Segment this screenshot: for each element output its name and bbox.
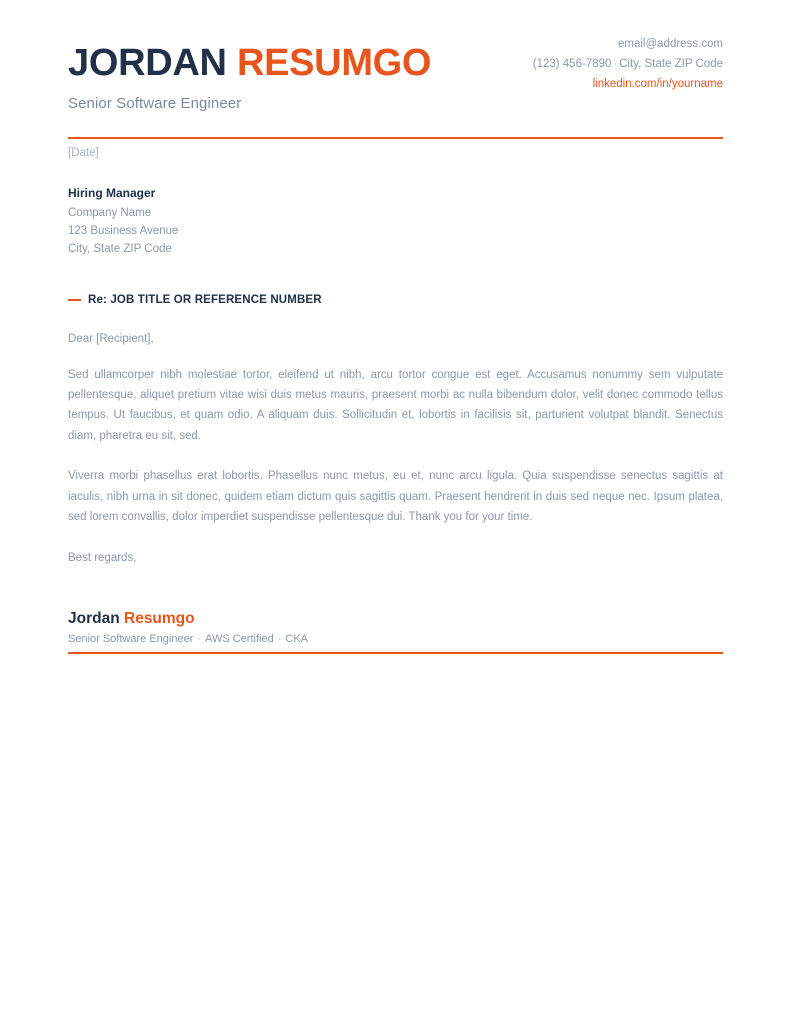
contact-location: City, State ZIP Code	[619, 57, 723, 70]
header-divider-rule	[68, 137, 723, 139]
contact-separator: ·	[613, 57, 618, 70]
salutation: Dear [Recipient],	[68, 332, 154, 345]
credential-separator-1: ·	[197, 632, 202, 645]
signature-credentials	[68, 633, 723, 645]
recipient-address-block	[68, 184, 723, 259]
name-block	[68, 44, 431, 112]
contact-email-line	[533, 35, 723, 55]
signature-first-name: Jordan	[68, 609, 120, 627]
letter-date: [Date]	[68, 147, 99, 159]
contact-phone-location-line	[533, 55, 723, 75]
contact-email[interactable]: email@address.com	[618, 38, 723, 50]
credential-separator-2: ·	[277, 632, 282, 645]
contact-linkedin-line	[533, 75, 723, 95]
closing-salutation: Best regards,	[68, 551, 137, 564]
recipient-city-state-zip: City, State ZIP Code	[68, 242, 172, 255]
full-name	[68, 44, 431, 82]
footer-divider-rule	[68, 652, 723, 654]
recipient-name: Hiring Manager	[68, 186, 156, 200]
recipient-company: Company Name	[68, 206, 152, 219]
dash-icon	[68, 299, 81, 301]
first-name: JORDAN	[68, 42, 227, 84]
last-name: RESUMGO	[236, 42, 432, 84]
credential-aws: AWS Certified	[205, 632, 274, 645]
job-title-subtitle: Senior Software Engineer	[68, 95, 242, 112]
contact-info	[533, 35, 723, 94]
page-content	[68, 0, 723, 654]
recipient-street: 123 Business Avenue	[68, 224, 179, 237]
body-paragraph-2: Viverra morbi phasellus erat lobortis. Phasellus nunc metus, eu et, nunc arcu ligula. Quia suspendisse senectus sagittis at iaculis, nibh urna in sit donec, quidem etiam dictum quis sagittis quam. Praesent hendrerit in duis sed neque nec. Ipsum platea, sed lorem convallis, dolor imperdiet suspendisse pellentesque dui. Thank you for your time.	[68, 470, 723, 524]
credential-cka: CKA	[285, 632, 308, 645]
signature-block	[68, 610, 723, 654]
credential-role: Senior Software Engineer	[68, 632, 194, 645]
subject-line	[68, 294, 723, 306]
contact-phone[interactable]: (123) 456-7890	[532, 57, 612, 70]
subject-text: Re: JOB TITLE OR REFERENCE NUMBER	[88, 293, 322, 306]
contact-linkedin-link[interactable]: linkedin.com/in/yourname	[592, 77, 723, 90]
body-paragraph-1: Sed ullamcorper nibh molestiae tortor, eleifend ut nibh, arcu tortor congue est eget. Accusamus nonummy sem vulputate pellentesque, aliquet pretium vitae wisi duis metus mauris, praesent morbi ac nulla bibendum dolor, velit donec commodo tellus tempus. Ut faucibus, et quam odio. A aliquam duis. Sollicitudin et, lobortis in facilisis sit, parturient volutpat blandit. Senectus diam, pharetra eu sit, sed.	[68, 368, 723, 442]
signature-last-name: Resumgo	[124, 609, 195, 627]
letterhead	[68, 0, 723, 112]
signature-name	[68, 610, 723, 627]
